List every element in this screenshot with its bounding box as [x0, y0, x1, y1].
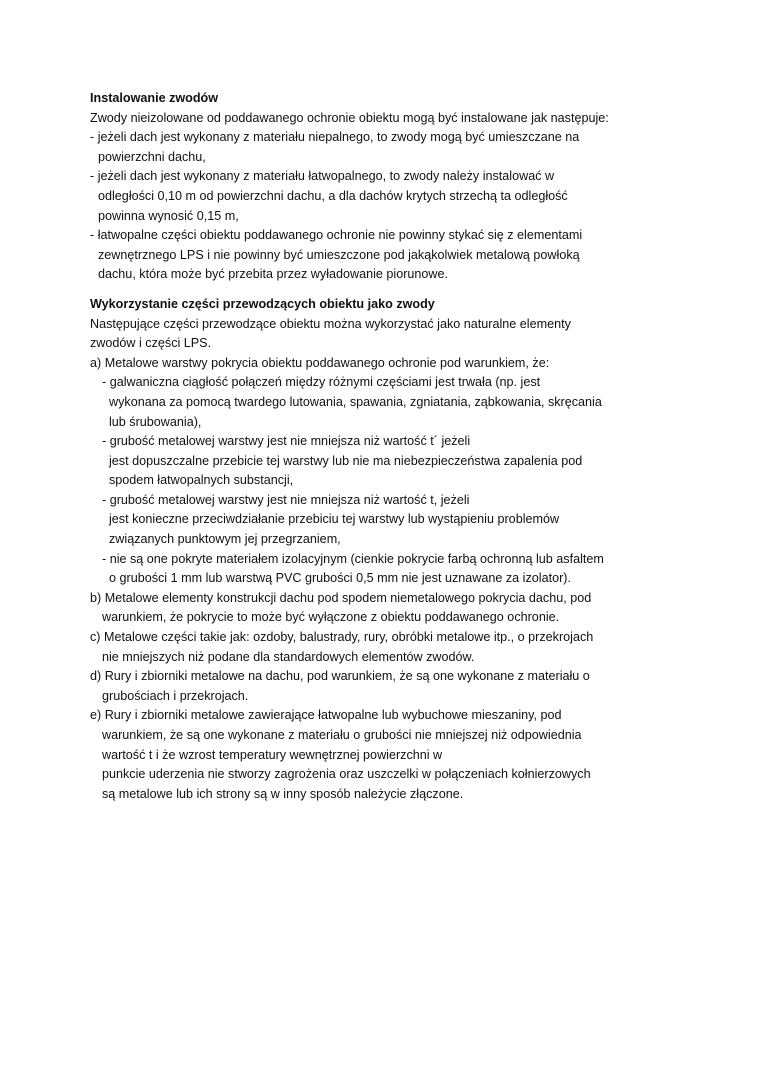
sub-list-item-line: - grubość metalowej warstwy jest nie mniejsza niż wartość t, jeżeli — [102, 492, 470, 507]
sub-list-item-line: - grubość metalowej warstwy jest nie mniejsza niż wartość t´ jeżeli — [102, 434, 471, 449]
list-item-continuation: powinna wynosić 0,15 m, — [98, 208, 239, 223]
paragraph-line: Następujące części przewodzące obiektu można wykorzystać jako naturalne elementy — [90, 316, 571, 331]
list-item-line: - jeżeli dach jest wykonany z materiału niepalnego, to zwody mogą być umieszczane na — [90, 130, 580, 145]
list-item-line: d) Rury i zbiorniki metalowe na dachu, pod warunkiem, że są one wykonane z materiału o — [90, 669, 590, 684]
section-title: Instalowanie zwodów — [90, 91, 219, 105]
list-item-line: b) Metalowe elementy konstrukcji dachu pod spodem niemetalowego pokrycia dachu, pod — [90, 590, 592, 605]
list-item-continuation: odległości 0,10 m od powierzchni dachu, a dla dachów krytych strzechą ta odległość — [98, 188, 568, 203]
list-item-line: - łatwopalne części obiektu poddawanego ochronie nie powinny stykać się z elementami — [90, 228, 583, 243]
sub-list-item-line: - galwaniczna ciągłość połączeń między różnymi częściami jest trwała (np. jest — [102, 375, 541, 390]
sub-list-item-continuation: jest dopuszczalne przebicie tej warstwy lub nie ma niebezpieczeństwa zapalenia pod — [109, 453, 583, 468]
list-item-continuation: warunkiem, że są one wykonane z materiału o grubości nie mniejszej niż odpowiednia — [102, 728, 582, 742]
list-item-continuation: wartość t i że wzrost temperatury wewnętrznej powierzchni w — [102, 747, 443, 762]
list-item-continuation: dachu, która może być przebita przez wyładowanie piorunowe. — [98, 267, 449, 282]
sub-list-item-continuation: lub śrubowania), — [109, 414, 202, 429]
sub-list-item-continuation: jest konieczne przeciwdziałanie przebiciu tej warstwy lub wystąpieniu problemów — [109, 512, 560, 527]
list-item-continuation: są metalowe lub ich strony są w inny sposób należycie złączone. — [102, 786, 464, 801]
sub-list-item-continuation: związanych punktowym jej przegrzaniem, — [109, 532, 341, 547]
section-gap — [90, 285, 690, 295]
section-title: Wykorzystanie części przewodzących obiektu jako zwody — [90, 296, 435, 311]
sub-list-item-line: - nie są one pokryte materiałem izolacyjnym (cienkie pokrycie farbą ochronną lub asfaltem — [102, 551, 604, 566]
list-item-continuation: nie mniejszych niż podane dla standardowych elementów zwodów. — [102, 649, 475, 664]
list-item-line: c) Metalowe części takie jak: ozdoby, balustrady, rury, obróbki metalowe itp., o przekrojach — [90, 630, 594, 645]
paragraph-line: Zwody nieizolowane od poddawanego ochronie obiektu mogą być instalowane jak następuje: — [90, 110, 609, 125]
sub-list-item-continuation: wykonana za pomocą twardego lutowania, spawania, zgniatania, ząbkowania, skręcania — [109, 394, 602, 409]
paragraph-line: zwodów i części LPS. — [90, 336, 212, 351]
sub-list-item-continuation: spodem łatwopalnych substancji, — [109, 473, 294, 488]
sub-list-item-continuation: o grubości 1 mm lub warstwą PVC grubości 0,5 mm nie jest uznawane za izolator). — [109, 571, 571, 586]
list-item-continuation: warunkiem, że pokrycie to może być wyłączone z obiektu poddawanego ochronie. — [102, 610, 560, 625]
document-content — [90, 89, 690, 804]
list-item-continuation: powierzchni dachu, — [98, 149, 206, 164]
list-item-continuation: grubościach i przekrojach. — [102, 688, 249, 703]
list-item-continuation: zewnętrznego LPS i nie powinny być umieszczone pod jakąkolwiek metalową powłoką — [98, 247, 580, 262]
list-item-line: a) Metalowe warstwy pokrycia obiektu poddawanego ochronie pod warunkiem, że: — [90, 355, 550, 370]
list-item-continuation: punkcie uderzenia nie stworzy zagrożenia oraz uszczelki w połączeniach kołnierzowych — [102, 767, 591, 782]
list-item-line: e) Rury i zbiorniki metalowe zawierające łatwopalne lub wybuchowe mieszaniny, pod — [90, 708, 562, 723]
list-item-line: - jeżeli dach jest wykonany z materiału łatwopalnego, to zwody należy instalować w — [90, 169, 555, 184]
